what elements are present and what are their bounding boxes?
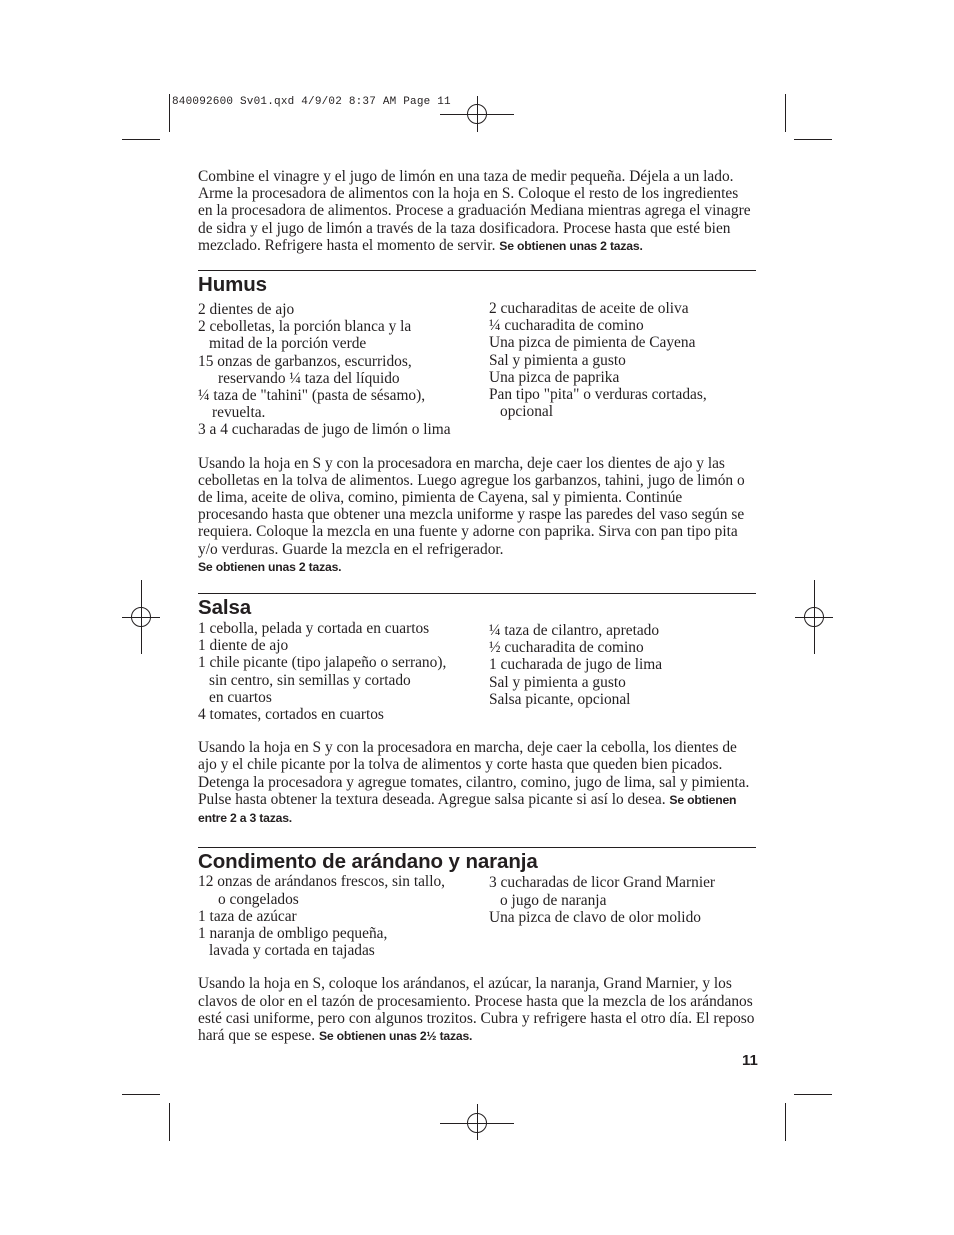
ingredients-right [489,874,756,959]
crop-mark-tr-horizontal [794,139,832,140]
recipe-humus [198,270,756,576]
crop-mark-tr-vertical [785,94,786,132]
ingredient-line: 2 cucharaditas de aceite de oliva [489,300,689,318]
recipe-yield: Se obtienen unas 2 tazas. [198,559,342,574]
ingredients-right [489,622,756,723]
recipe-title: Condimento de arándano y naranja [198,850,538,874]
recipe-yield: Se obtienen entre 2 a 3 tazas. [198,792,737,826]
crop-mark-tl-vertical [169,94,170,132]
ingredient-line: 2 dientes de ajo [198,301,295,319]
page-content [198,168,756,1045]
crop-mark-bl-horizontal [122,1094,160,1095]
ingredient-line: Sal y pimienta a gusto [489,351,626,369]
ingredient-line: 1 taza de azúcar [198,907,297,925]
ingredient-columns [198,873,756,959]
ingredient-line: opcional [500,403,553,421]
ingredient-line: 1 chile picante (tipo jalapeño o serrano), [198,654,447,672]
ingredient-line: 1 cucharada de jugo de lima [489,656,663,674]
crop-mark-br-horizontal [794,1094,832,1095]
ingredient-line: ½ cucharadita de comino [489,639,644,657]
ingredient-line: reservando ¼ taza del líquido [218,369,400,387]
ingredient-line: Una pizca de pimienta de Cayena [489,334,696,352]
recipe-directions: Usando la hoja en S y con la procesadora en marcha, deje caer la cebolla, los dientes de ajo y el chile picante por la tolva de alimentos y corte hasta que queden bien picados. Detenga la procesadora y agregue tomates, cilantro, comino, jugo de lima, sal y pimienta. Pulse hasta obtener la textura deseada. Agregue salsa picante si así lo desea. Se obtienen entre 2 a 3 tazas. [198,739,750,826]
ingredient-line: 15 onzas de garbanzos, escurridos, [198,352,412,370]
intro-yield: Se obtienen unas 2 tazas. [499,238,643,253]
ingredient-line: en cuartos [209,688,272,706]
file-slug-line: 840092600 Sv01.qxd 4/9/02 8:37 AM Page 11 [172,96,451,108]
ingredient-line: 12 onzas de arándanos frescos, sin tallo, [198,873,446,891]
ingredient-line: Una pizca de paprika [489,368,620,386]
recipe-directions: Usando la hoja en S y con la procesadora en marcha, deje caer los dientes de ajo y las cebolletas en la tolva de alimentos. Luego agregue los garbanzos, tahini, jugo de limón o de lima, aceite de oliva, comino, pimienta de Cayena, sal y pimienta. Continúe procesando hasta que obtener una mezcla uniforme y raspe las paredes del vaso según se requiera. Coloque la mezcla en una fuente y adorne con paprika. Sirva con pan tipo pita y/o verduras. Guarde la mezcla en el refrigerador. Se obtienen unas 2 tazas. [198,454,745,574]
ingredients-left [198,873,489,959]
ingredient-line: Una pizca de clavo de olor molido [489,908,701,926]
ingredient-columns [198,301,756,439]
ingredients-left [198,301,489,439]
ingredient-line: Sal y pimienta a gusto [489,673,626,691]
ingredient-line: Salsa picante, opcional [489,690,631,708]
ingredient-line: 3 a 4 cucharadas de jugo de limón o lima [198,421,451,439]
intro-paragraph [198,168,756,255]
ingredient-line: sin centro, sin semillas y cortado [209,671,411,689]
ingredient-line: ¼ taza de "tahini" (pasta de sésamo), [198,387,426,405]
recipe-yield: Se obtienen unas 2½ tazas. [318,1028,473,1043]
crop-mark-tl-horizontal [122,139,160,140]
ingredient-line: 1 cebolla, pelada y cortada en cuartos [198,620,430,638]
ingredient-line: 4 tomates, cortados en cuartos [198,706,384,724]
ingredient-line: revuelta. [212,404,266,422]
crop-mark-bl-vertical [169,1103,170,1141]
ingredients-left [198,620,489,723]
recipe-salsa [198,593,756,827]
recipe-condimento [198,847,756,1045]
ingredient-line: 2 cebolletas, la porción blanca y la [198,318,412,336]
crop-mark-br-vertical [785,1103,786,1141]
ingredient-line: 1 diente de ajo [198,637,289,655]
page-number: 11 [742,1052,758,1069]
ingredient-line: lavada y cortada en tajadas [209,942,375,960]
ingredient-line: o jugo de naranja [500,891,607,909]
ingredient-columns [198,620,756,723]
ingredients-right [489,300,756,439]
ingredient-line: 1 naranja de ombligo pequeña, [198,924,388,942]
ingredient-line: ¼ cucharadita de comino [489,317,644,335]
recipe-directions: Usando la hoja en S, coloque los arándanos, el azúcar, la naranja, Grand Marnier, y los clavos de olor en el tazón de procesamiento. Procese hasta que la mezcla de los arándanos esté casi uniforme, pero con algunos trozitos. Cubra y refrigere hasta el otro día. El reposo hará que se espese. Se obtienen unas 2½ tazas. [198,975,755,1044]
ingredient-line: ¼ taza de cilantro, apretado [489,622,660,640]
ingredient-line: o congelados [218,890,299,908]
ingredient-line: mitad de la porción verde [209,335,367,353]
ingredient-line: 3 cucharadas de licor Grand Marnier [489,874,716,892]
recipe-title: Humus [198,273,267,297]
intro-text: Combine el vinagre y el jugo de limón en una taza de medir pequeña. Déjela a un lado. Arme la procesadora de alimentos con la hoja en S. Coloque el resto de los ingredientes en la procesadora de alimentos. Procese a graduación Mediana mientras agrega el vinagre de sidra y el jugo de limón a través de la taza dosificadora. Procese hasta que esté bien mezclado. Refrigere hasta el momento de servir. [198,168,751,254]
recipe-title: Salsa [198,596,252,620]
ingredient-line: Pan tipo "pita" o verduras cortadas, [489,386,707,404]
